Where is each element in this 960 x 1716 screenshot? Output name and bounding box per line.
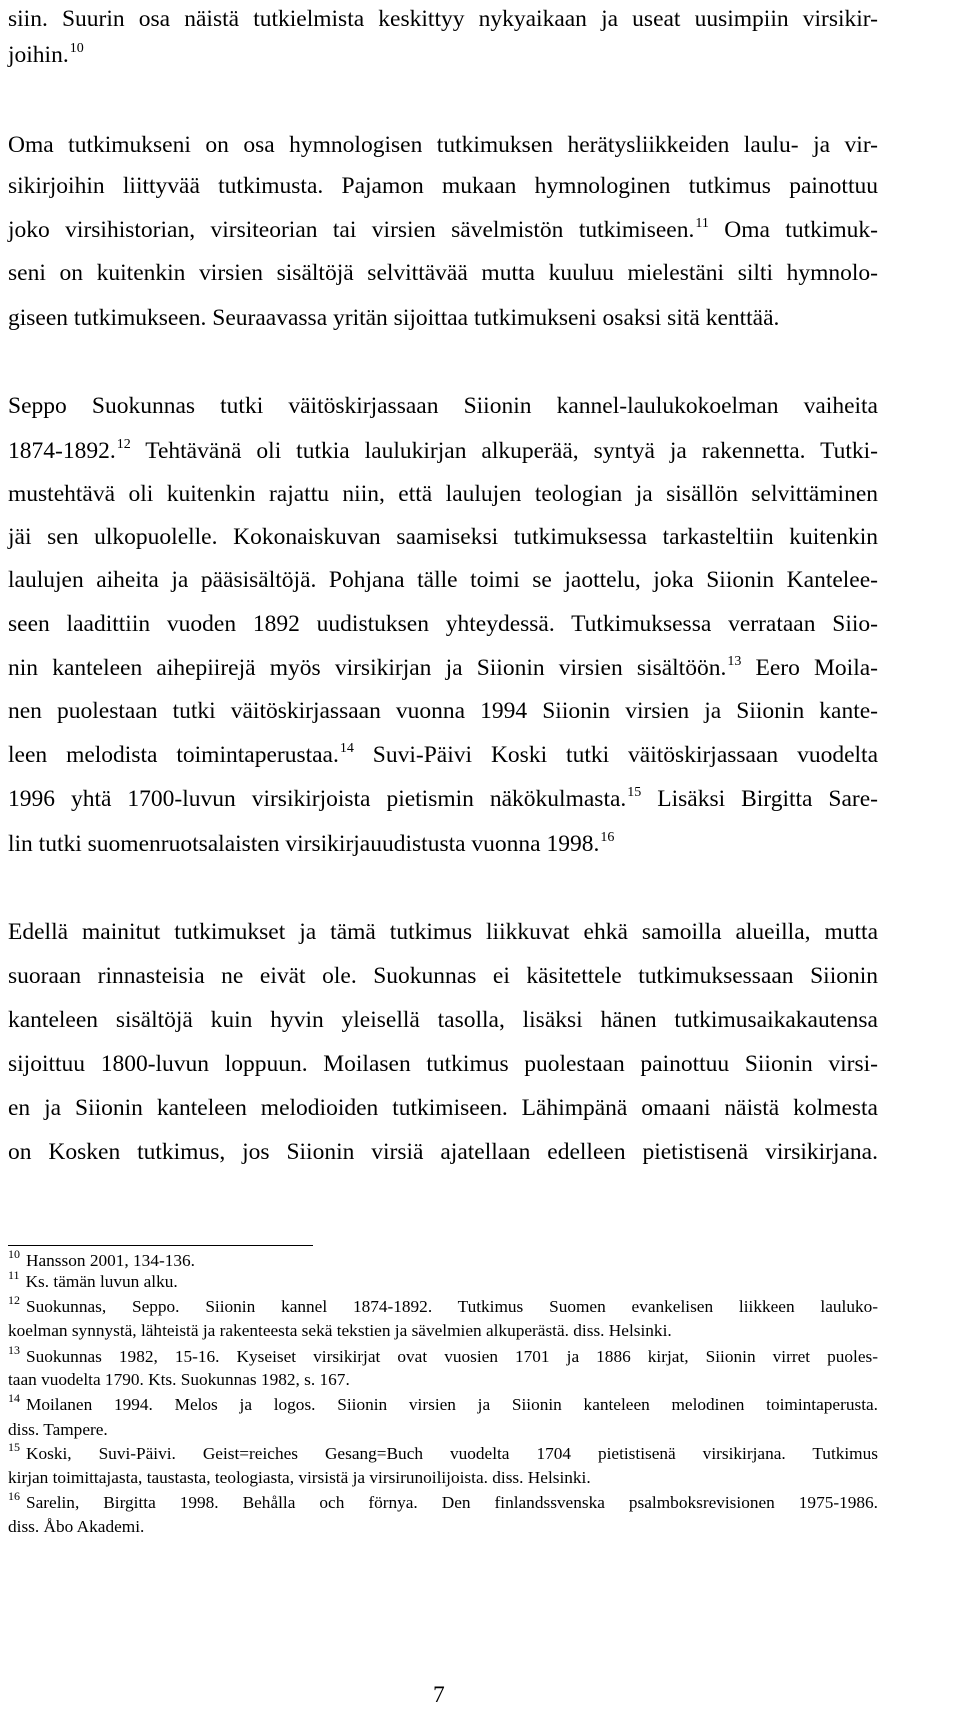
paragraph-3-line-2: 1874-1892.12 Tehtävänä oli tutkia laulukirjan alkuperää, syntyä ja rakennetta. Tutki- (8, 437, 878, 464)
footnote-16-line-2: diss. Åbo Akademi. (8, 1517, 145, 1536)
paragraph-3-line-4: jäi sen ulkopuolelle. Kokonaiskuvan saamiseksi tutkimuksessa tarkasteltiin kuitenkin (8, 524, 878, 550)
footnote-14-line-2: diss. Tampere. (8, 1420, 108, 1439)
paragraph-2-line-5: giseen tutkimukseen. Seuraavassa yritän sijoittaa tutkimukseni osaksi sitä kenttää. (8, 305, 780, 331)
footnote-ref-11[interactable]: 11 (695, 216, 709, 231)
footnote-ref-12[interactable]: 12 (116, 437, 131, 452)
paragraph-2-line-4: seni on kuitenkin virsien sisältöjä selvittävää mutta kuuluu mielestäni silti hymnolo- (8, 260, 878, 286)
footnote-ref-16[interactable]: 16 (600, 830, 615, 845)
paragraph-4-line-5: en ja Siionin kanteleen melodioiden tutkimiseen. Lähimpänä omaani näistä kolmesta (8, 1095, 878, 1121)
paragraph-2-line-3: joko virsihistorian, virsiteorian tai virsien sävelmistön tutkimiseen.$^{11}$ Oma tutkimuk- (8, 216, 879, 243)
paragraph-3-line-11: lin tutki suomenruotsalaisten virsikirjauudistusta vuonna 1998.16 (8, 830, 615, 857)
paragraph-3-line-9: leen melodista toimintaperustaa.$^{14}$ Suvi-Päivi Koski tutki väitöskirjassaan vuodelta (8, 741, 879, 768)
paragraph-4-line-1: Edellä mainitut tutkimukset ja tämä tutkimus liikkuvat ehkä samoilla alueilla, mutta (8, 919, 878, 945)
paragraph-1-line-2: joihin.$^{10}$ (8, 41, 84, 68)
paragraph-4-line-3: kanteleen sisältöjä kuin hyvin yleisellä tasolla, lisäksi hänen tutkimusaikakautensa (8, 1007, 878, 1033)
paragraph-4-line-2: suoraan rinnasteisia ne eivät ole. Suokunnas ei käsitettele tutkimuksessaan Siionin (8, 963, 878, 989)
footnote-16-line-1: $^{16}$ Sarelin, Birgitta 1998. Behålla och förnya. Den finlandssvenska psalmboksrevisionen 1975-1986. (8, 1489, 878, 1512)
footnote-12-line-2: koelman synnystä, lähteistä ja rakenteesta sekä tekstien ja sävelmien alkuperästä. diss. Helsinki. (8, 1321, 672, 1340)
paragraph-3-line-7: nin kanteleen aihepiirejä myös virsikirjan ja Siionin virsien sisältöön.$^{13}$ Eero Moila- (8, 654, 878, 681)
footnote-15-line-1: $^{15}$ Koski, Suvi-Päivi. Geist=reiches Gesang=Buch vuodelta 1704 pietistisenä virsikirjana. Tutkimus (8, 1440, 878, 1463)
footnote-ref-15[interactable]: 15 (627, 785, 642, 800)
paragraph-3-line-5: laulujen aiheita ja pääsisältöjä. Pohjana tälle toimi se jaottelu, joka Siionin Kantelee- (8, 567, 878, 593)
footnote-separator (8, 1245, 313, 1246)
footnote-13-line-2: taan vuodelta 1790. Kts. Suokunnas 1982, s. 167. (8, 1370, 350, 1389)
paragraph-2-line-1: Oma tutkimukseni on osa hymnologisen tutkimuksen herätysliikkeiden laulu- ja vir- (8, 132, 878, 158)
paragraph-3-line-6: seen laadittiin vuoden 1892 uudistuksen yhteydessä. Tutkimuksessa verrataan Siio- (8, 611, 878, 637)
paragraph-3-line-10: 1996 yhtä 1700-luvun virsikirjoista pietismin näkökulmasta.$^{15}$ Lisäksi Birgitta Sare- (8, 785, 878, 812)
footnote-12-line-1: $^{12}$ Suokunnas, Seppo. Siionin kannel 1874-1892. Tutkimus Suomen evankelisen liikkeen lauluko- (8, 1293, 878, 1316)
footnote-15-line-2: kirjan toimittajasta, taustasta, teologiasta, virsistä ja virsirunoilijoista. diss. Helsinki. (8, 1468, 591, 1487)
footnote-ref-10[interactable]: 10 (69, 41, 84, 56)
paragraph-3-line-1: Seppo Suokunnas tutki väitöskirjassaan Siionin kannel-laulukokoelman vaiheita (8, 393, 878, 419)
paragraph-3-line-8: nen puolestaan tutki väitöskirjassaan vuonna 1994 Siionin virsien ja Siionin kante- (8, 698, 878, 724)
footnote-11: $^{11}$ Ks. tämän luvun alku. (8, 1268, 178, 1291)
footnote-ref-14[interactable]: 14 (339, 741, 354, 756)
page-number: 7 (433, 1682, 445, 1708)
paragraph-4-line-4: sijoittuu 1800-luvun loppuun. Moilasen tutkimus puolestaan painottuu Siionin virsi- (8, 1051, 878, 1077)
paragraph-3-line-3: mustehtävä oli kuitenkin rajattu niin, että laulujen teologian ja sisällön selvittäminen (8, 481, 878, 507)
paragraph-2-line-2: sikirjoihin liittyvää tutkimusta. Pajamon mukaan hymnologinen tutkimus painottuu (8, 173, 878, 199)
footnote-13-line-1: $^{13}$ Suokunnas 1982, 15-16. Kyseiset virsikirjat ovat vuosien 1701 ja 1886 kirjat, Siionin virret puoles- (8, 1343, 878, 1366)
paragraph-4-line-6: on Kosken tutkimus, jos Siionin virsiä ajatellaan edelleen pietistisenä virsikirjana. (8, 1139, 878, 1165)
footnote-ref-13[interactable]: 13 (727, 654, 742, 669)
footnote-10: $^{10}$ Hansson 2001, 134-136. (8, 1247, 195, 1270)
footnote-14-line-1: $^{14}$ Moilanen 1994. Melos ja logos. Siionin virsien ja Siionin kanteleen melodinen toimintaperusta. (8, 1391, 878, 1414)
paragraph-1-line-1: siin. Suurin osa näistä tutkielmista keskittyy nykyaikaan ja useat uusimpiin virsikir- (8, 6, 878, 32)
